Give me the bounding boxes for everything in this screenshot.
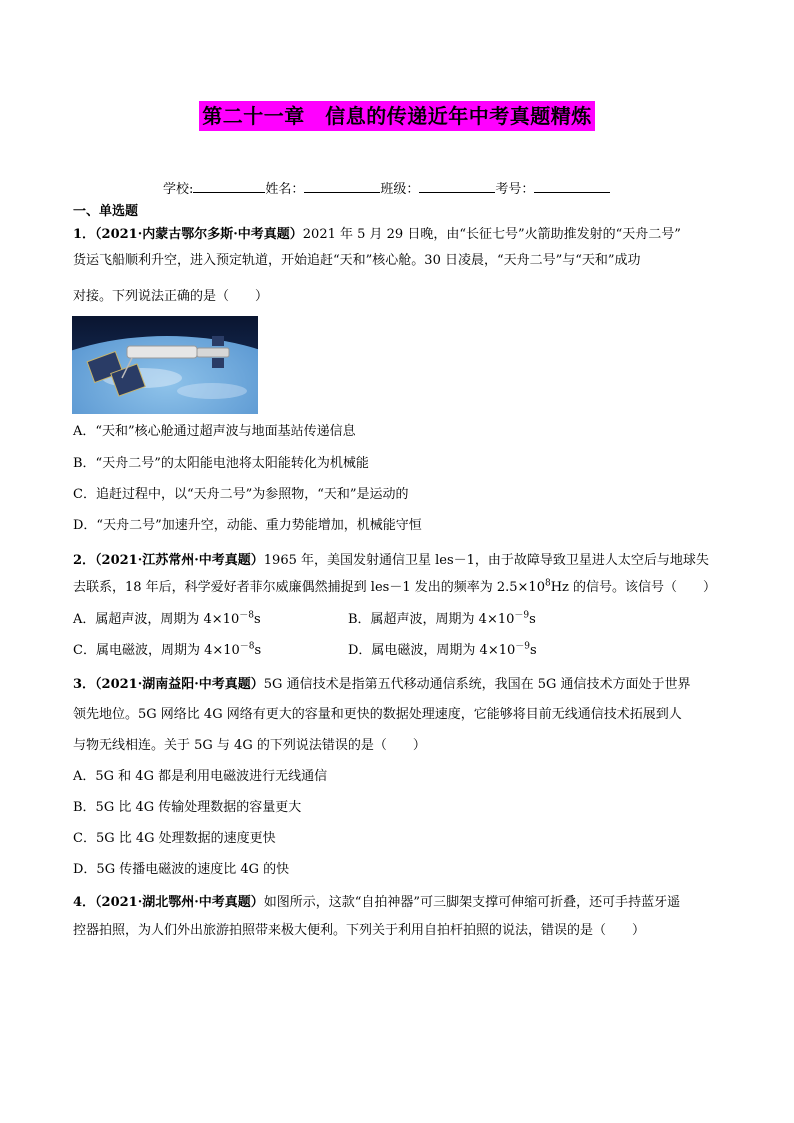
q4-text1: 如图所示，这款“自拍神器”可三脚架支撑可伸缩可折叠，还可手持蓝牙遥	[263, 895, 681, 910]
number-label: 考号：	[495, 182, 535, 197]
title-container	[0, 101, 794, 131]
q1-option-b: B．“天舟二号”的太阳能电池将太阳能转化为机械能	[73, 456, 369, 471]
q3-line3: 与物无线相连。关于 5G 与 4G 的下列说法错误的是（ ）	[73, 738, 426, 753]
q2-option-d-unit: s	[530, 643, 537, 658]
q3-text1: 5G 通信技术是指第五代移动通信系统，我国在 5G 通信技术方面处于世界	[263, 677, 691, 692]
q4-line2: 控器拍照，为人们外出旅游拍照带来极大便利。下列关于利用自拍杆拍照的说法，错误的是（ ）	[73, 923, 646, 938]
space-station-illustration	[72, 316, 258, 414]
q2-option-c-text: C．属电磁波，周期为 4×10	[73, 643, 240, 658]
q2-option-c	[73, 642, 261, 660]
q2-option-a-exp: －8	[239, 610, 254, 621]
q1-source: （2021·内蒙古鄂尔多斯·中考真题）	[95, 227, 303, 242]
name-label: 姓名：	[265, 182, 305, 197]
q2-option-c-exp: －8	[239, 641, 255, 652]
section-heading: 一、单选题	[73, 204, 139, 219]
space-station-image	[72, 316, 258, 414]
q3-line2: 领先地位。5G 网络比 4G 网络有更大的容量和更快的数据处理速度，它能够将目前无线通信技术拓展到人	[73, 707, 682, 722]
q3-line1	[73, 676, 691, 694]
q4-line1	[73, 894, 680, 912]
q2-option-a-unit: s	[253, 612, 261, 627]
number-blank[interactable]	[534, 180, 610, 193]
class-blank[interactable]	[419, 180, 495, 193]
q1-number: 1．	[73, 227, 96, 242]
q2-option-b-exp: －9	[514, 610, 530, 621]
q3-option-d: D．5G 传播电磁波的速度比 4G 的快	[73, 862, 290, 877]
q2-exponent: 8	[544, 578, 551, 589]
class-label: 班级：	[380, 182, 420, 197]
q2-text2b: Hz 的信号。该信号（ ）	[550, 580, 717, 595]
q1-line2: 货运飞船顺利升空，进入预定轨道，开始追赶“天和”核心舱。30 日凌晨，“天舟二号”与“天和”成功	[73, 253, 641, 268]
q3-source: （2021·湖南益阳·中考真题）	[95, 677, 264, 692]
q2-text2a: 去联系，18 年后，科学爱好者菲尔威廉偶然捕捉到 les－1 发出的频率为 2.5×10	[73, 580, 545, 595]
q3-option-c: C．5G 比 4G 处理数据的速度更快	[73, 831, 276, 846]
q2-option-d	[348, 642, 537, 660]
q1-line3: 对接。下列说法正确的是（ ）	[73, 289, 269, 304]
q1-option-d: D．“天舟二号”加速升空，动能、重力势能增加，机械能守恒	[73, 518, 422, 533]
page-title: 第二十一章 信息的传递近年中考真题精炼	[199, 101, 595, 131]
q2-line1	[73, 552, 709, 570]
school-blank[interactable]	[193, 180, 265, 193]
q4-number: 4．	[73, 895, 96, 910]
q4-source: （2021·湖北鄂州·中考真题）	[95, 895, 264, 910]
q2-option-b	[348, 611, 536, 629]
q2-option-d-exp: －9	[515, 641, 530, 652]
q1-text1: 2021 年 5 月 29 日晚，由“长征七号”火箭助推发射的“天舟二号”	[302, 227, 681, 242]
q2-number: 2．	[73, 553, 96, 568]
q2-option-b-text: B．属超声波，周期为 4×10	[348, 612, 515, 627]
q2-option-a	[73, 611, 261, 629]
q3-option-a: A．5G 和 4G 都是利用电磁波进行无线通信	[73, 769, 328, 784]
name-blank[interactable]	[304, 180, 380, 193]
q2-source: （2021·江苏常州·中考真题）	[95, 553, 264, 568]
q2-text1: 1965 年，美国发射通信卫星 les－1，由于故障导致卫星进人太空后与地球失	[263, 553, 709, 568]
student-info-line	[163, 178, 610, 197]
q1-option-a: A．“天和”核心舱通过超声波与地面基站传递信息	[73, 424, 356, 439]
q2-option-d-text: D．属电磁波，周期为 4×10	[348, 643, 516, 658]
q2-option-a-text: A．属超声波，周期为 4×10	[73, 612, 240, 627]
q2-option-c-unit: s	[254, 643, 262, 658]
q1-line1	[73, 226, 681, 244]
q1-option-c: C．追赶过程中，以“天舟二号”为参照物，“天和”是运动的	[73, 487, 409, 502]
q3-option-b: B．5G 比 4G 传输处理数据的容量更大	[73, 800, 302, 815]
q2-line2	[73, 579, 716, 597]
q3-number: 3．	[73, 677, 96, 692]
q2-option-b-unit: s	[529, 612, 536, 627]
school-label: 学校:	[163, 182, 194, 197]
